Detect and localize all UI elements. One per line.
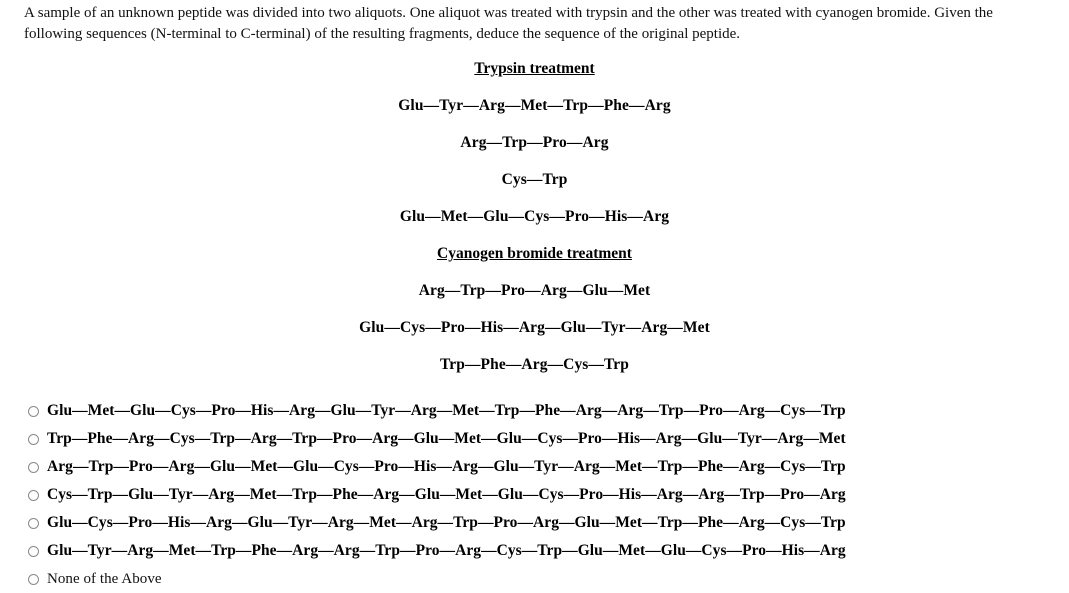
- radio-button-icon[interactable]: [28, 406, 39, 417]
- answer-choice-label: Arg—Trp—Pro—Arg—Glu—Met—Glu—Cys—Pro—His—Arg—Glu—Tyr—Arg—Met—Trp—Phe—Arg—Cys—Trp: [47, 458, 846, 475]
- radio-button-icon[interactable]: [28, 574, 39, 585]
- trypsin-fragment: Glu—Met—Glu—Cys—Pro—His—Arg: [399, 208, 670, 225]
- answer-choice-5[interactable]: [28, 509, 1069, 537]
- answer-choice-label: Glu—Tyr—Arg—Met—Trp—Phe—Arg—Arg—Trp—Pro—Arg—Cys—Trp—Glu—Met—Glu—Cys—Pro—His—Arg: [47, 542, 846, 559]
- answer-choice-2[interactable]: [28, 425, 1069, 453]
- answer-choice-label: Glu—Met—Glu—Cys—Pro—His—Arg—Glu—Tyr—Arg—Met—Trp—Phe—Arg—Arg—Trp—Pro—Arg—Cys—Trp: [47, 402, 846, 419]
- answer-choice-1[interactable]: [28, 397, 1069, 425]
- answer-choice-label: Cys—Trp—Glu—Tyr—Arg—Met—Trp—Phe—Arg—Glu—Met—Glu—Cys—Pro—His—Arg—Arg—Trp—Pro—Arg: [47, 486, 846, 503]
- radio-button-icon[interactable]: [28, 518, 39, 529]
- radio-button-icon[interactable]: [28, 546, 39, 557]
- answer-choice-3[interactable]: [28, 453, 1069, 481]
- cyanogen-bromide-fragment: Arg—Trp—Pro—Arg—Glu—Met: [418, 282, 651, 299]
- cyanogen-bromide-treatment-heading: Cyanogen bromide treatment: [437, 245, 632, 262]
- answer-choice-label: None of the Above: [47, 570, 162, 587]
- answer-choice-label: Glu—Cys—Pro—His—Arg—Glu—Tyr—Arg—Met—Arg—Trp—Pro—Arg—Glu—Met—Trp—Phe—Arg—Cys—Trp: [47, 514, 846, 531]
- answer-choice-none-of-the-above[interactable]: [28, 565, 1069, 593]
- answer-choice-label: Trp—Phe—Arg—Cys—Trp—Arg—Trp—Pro—Arg—Glu—Met—Glu—Cys—Pro—His—Arg—Glu—Tyr—Arg—Met: [47, 430, 846, 447]
- answer-choices: [0, 397, 1069, 593]
- radio-button-icon[interactable]: [28, 490, 39, 501]
- cyanogen-bromide-fragment: Trp—Phe—Arg—Cys—Trp: [439, 356, 630, 373]
- trypsin-fragment: Glu—Tyr—Arg—Met—Trp—Phe—Arg: [398, 97, 671, 114]
- answer-choice-6[interactable]: [28, 537, 1069, 565]
- radio-button-icon[interactable]: [28, 462, 39, 473]
- cyanogen-bromide-fragment: Glu—Cys—Pro—His—Arg—Glu—Tyr—Arg—Met: [359, 319, 710, 336]
- question-prompt: A sample of an unknown peptide was divided into two aliquots. One aliquot was treated with trypsin and the other was treated with cyanogen bromide. Given the following sequences (N-terminal to C-terminal) of the resulting fragments, deduce the sequence of the original peptide.: [24, 5, 993, 42]
- trypsin-fragment: Cys—Trp: [501, 171, 568, 188]
- radio-button-icon[interactable]: [28, 434, 39, 445]
- trypsin-treatment-heading: Trypsin treatment: [474, 60, 595, 77]
- trypsin-fragment: Arg—Trp—Pro—Arg: [460, 134, 609, 151]
- answer-choice-4[interactable]: [28, 481, 1069, 509]
